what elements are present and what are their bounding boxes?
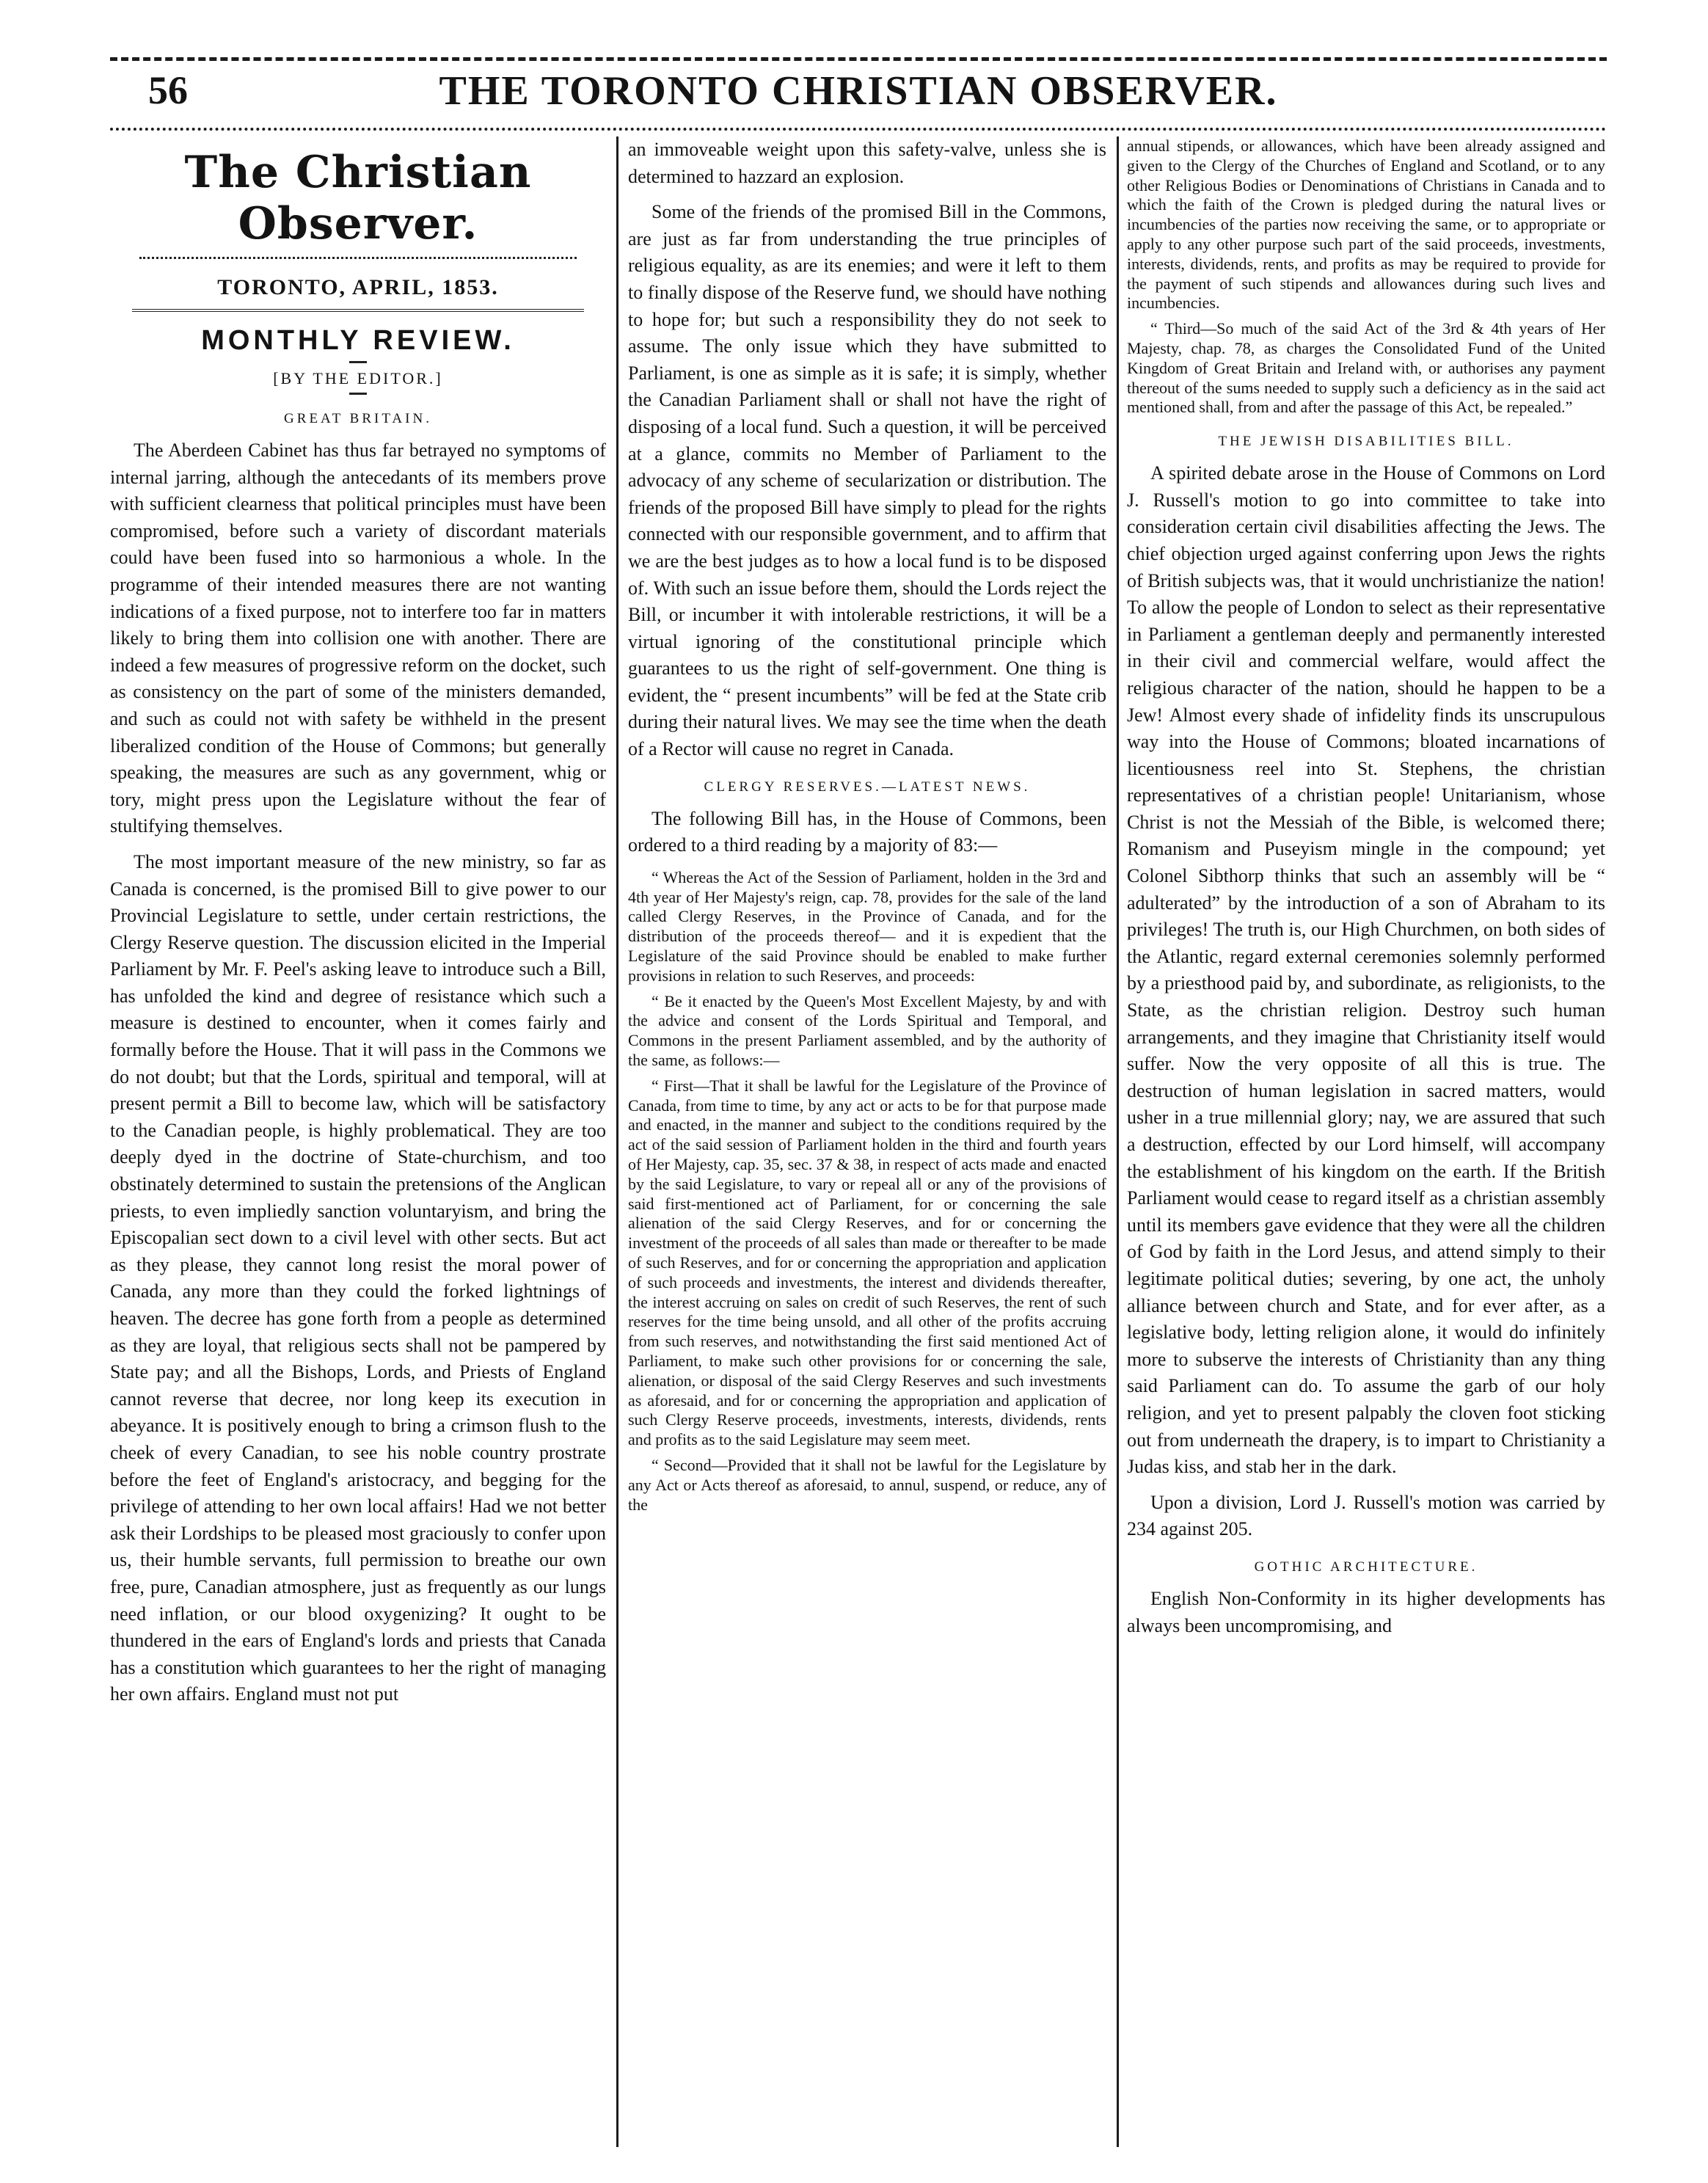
paragraph: The following Bill has, in the House of Commons, been ordered to a third reading by a majority of 83:—	[628, 807, 1106, 856]
subhead-clergy-reserves: CLERGY RESERVES.—LATEST NEWS.	[704, 779, 1031, 795]
top-rule	[110, 57, 1607, 61]
bill-clause: “ First—That it shall be lawful for the Legislature of the Province of Canada, from time to time, by any act or acts to be for that purpose made and enacted, in the manner and subject to the conditions required by the act of the said session of Parliament holden in the third and fourth years of Her Majesty, cap. 35, sec. 37 & 38, in respect of acts made and enacted by the said Legislature, to vary or repeal all or any of the provisions of said first-mentioned act of Parliament, for or concerning the sale alienation of the said Clergy Reserves, and for or concerning the investment of the proceeds of all sales than made or thereafter to be made of such Reserves, and for or concerning the appropriation and application of such proceeds and investments, the interest and dividends thereafter, the interest accruing on sales on credit of such Reserves, the rent of such reserves for the time being unsold, and all other of the profits accruing from such reserves, and notwithstanding the first said mentioned Act of Parliament, to make such other provisions for or concerning the sale, alienation, or disposal of the said Clergy Reserves and such investments as aforesaid, and for or concerning the appropriation and application of such Clergy Reserve proceeds, investments, interests, dividends, rents and profits as to the said Legislature may seem meet.	[628, 1076, 1106, 1449]
paragraph: The Aberdeen Cabinet has thus far betrayed no symptoms of internal jarring, although the antecedants of its members prove with sufficient clearness that political principles must have been compromised, before such a variety of discordant materials could have been fused into so harmonious a whole. In the programme of their intended measures there are not wanting indications of a fixed purpose, not to interfere too far in matters likely to bring them into collision one with another. There are indeed a few measures of progressive reform on the docket, such as consistency on the part of some of the ministers demanded, and such as could not with safety be withheld in the present liberalized condition of the House of Commons; but generally speaking, the measures are such as any government, whig or tory, might press upon the Legislature without the fear of stultifying themselves.	[110, 440, 606, 837]
column-3	[1127, 136, 1605, 2147]
masthead: The Christian Observer.	[184, 147, 532, 249]
page-number: 56	[148, 68, 188, 112]
bill-clause: annual stipends, or allowances, which have been already assigned and given to the Clergy of the Churches of England and Scotland, or to any other Religious Bodies or Denominations of Christians in Canada and to which the faith of the Crown is pledged during the natural lives or incumbencies of the parties now receiving the same, or to appropriate or apply to any other purpose such part of the said proceeds, investments, interests, dividends, rents, and profits as may be required to provide for the payment of such stipends and allowances during such lives and incumbencies.	[1127, 136, 1605, 313]
bill-clause: “ Whereas the Act of the Session of Parliament, holden in the 3rd and 4th year of Her Majesty's reign, cap. 78, provides for the sale of the land called Clergy Reserves, in the Province of Canada, and for the distribution of the proceeds thereof— and it is expedient that the Legislature of the said Province should be enabled to make further provisions in relation to such Reserves, and proceeds:	[628, 867, 1106, 985]
subhead-great-britain: GREAT BRITAIN.	[284, 411, 432, 426]
paragraph: Some of the friends of the promised Bill in the Commons, are just as far from understanding the true principles of religious equality, as are its enemies; and were it left to them to finally dispose of the Reserve fund, we should have nothing to hope for; but such a responsibility they do not seek to assume. The only issue which they have submitted to Parliament, is one as simple as it is safe; it is simply, whether the Canadian Parliament shall or shall not have the right of disposing of a local fund. Such a question, it will be perceived at a glance, commits no Member of Parliament to the advocacy of any scheme of secularization or distribution. The friends of the proposed Bill have simply to plead for the rights connected with our responsible government, and to affirm that we are the best judges as to how a local fund is to be disposed of. With such an issue before them, should the Lords reject the Bill, or incumber it with intolerable restrictions, it will be a virtual ignoring of the constitutional principle which guarantees to us the right of self-government. One thing is evident, the “ present incumbents” will be fed at the State crib during their natural lives. We may see the time when the death of a Rector will cause no regret in Canada.	[628, 201, 1106, 760]
subhead-gothic-architecture: GOTHIC ARCHITECTURE.	[1254, 1559, 1478, 1575]
paragraph: an immoveable weight upon this safety-valve, unless she is determined to hazzard an explosion.	[628, 139, 1106, 187]
header-rule	[110, 128, 1607, 131]
journal-title: THE TORONTO CHRISTIAN OBSERVER.	[439, 68, 1278, 114]
subhead-jewish-disabilities: THE JEWISH DISABILITIES BILL.	[1218, 434, 1514, 450]
divider	[349, 361, 367, 363]
divider	[139, 257, 577, 259]
section-title: MONTHLY REVIEW.	[201, 325, 515, 356]
column-2	[628, 136, 1106, 2147]
divider	[349, 393, 367, 395]
column-divider	[1117, 136, 1119, 2147]
bill-clause: “ Be it enacted by the Queen's Most Excellent Majesty, by and with the advice and consent of the Lords Spiritual and Temporal, and Commons in the present Parliament assembled, and by the authority of the same, as follows:—	[628, 991, 1106, 1070]
column-divider	[616, 136, 618, 2147]
column-1	[110, 136, 606, 2147]
paragraph: English Non-Conformity in its higher developments has always been uncompromising, and	[1127, 1587, 1605, 1636]
paragraph: Upon a division, Lord J. Russell's motion was carried by 234 against 205.	[1127, 1491, 1605, 1540]
paragraph: The most important measure of the new ministry, so far as Canada is concerned, is the promised Bill to give power to our Provincial Legislature to settle, under certain restrictions, the Clergy Reserve question. The discussion elicited in the Imperial Parliament by Mr. F. Peel's asking leave to introduce such a Bill, has unfolded the kind and degree of resistance which such a measure is destined to encounter, when it comes fairly and formally before the House. That it will pass in the Commons we do not doubt; but that the Lords, spiritual and temporal, will at present permit a Bill to become law, which will be satisfactory to the Canadian people, is highly problematical. They are too deeply dyed in the doctrine of State-churchism, and too obstinately determined to sustain the pretensions of the Anglican priests, to even impliedly sanction voluntaryism, and bring the Episcopalian sect down to a civil level with other sects. But act as they please, they cannot long resist the moral power of Canada, any more than they could the forked lightnings of heaven. The decree has gone forth from a people as determined as they are loyal, that religious sects shall not be pampered by State pay; and all the Bishops, Lords, and Priests of England cannot reverse that decree, nor long keep its execution in abeyance. It is positively enough to bring a crimson flush to the cheek of every Canadian, to see his noble country prostrate before the feet of England's aristocracy, and begging for the privilege of attending to her own local affairs! Had we not better ask their Lordships to be pleased most graciously to confer upon us, their humble servants, full permission to breathe our own free, pure, Canadian atmosphere, just as frequently as our lungs need inflation, or our blood oxygenizing? It ought to be thundered in the ears of England's lords and priests that Canada has a constitution which guarantees to her the right of managing her own affairs. England must not put	[110, 850, 606, 1705]
byline: [BY THE EDITOR.]	[273, 369, 443, 387]
paragraph: A spirited debate arose in the House of Commons on Lord J. Russell's motion to go into committee to take into consideration certain civil disabilities affecting the Jews. The chief objection urged against conferring upon Jews the rights of British subjects was, that it would unchristianize the nation! To allow the people of London to select as their representative in Parliament a gentleman deeply and permanently interested in their civil and commercial welfare, would affect the religious character of the nation, should he happen to be a Jew! Almost every shade of infidelity finds its unscrupulous way into the House of Commons; bloated incarnations of licentiousness reel into St. Stephens, the christian representatives of a christian people! Unitarianism, whose Christ is not the Messiah of the Bible, is welcomed there; Romanism and Puseyism mingle in the compound; yet Colonel Sibthorp thinks that such an assembly will be “ adulterated” by the introduction of a son of Abraham to its privileges! The truth is, our High Churchmen, on both sides of the Atlantic, regard external ceremonies solemnly performed by a priesthood paid by, and subordinate, as religionists, to the State, as the christian religion. Destroy such human arrangements, and they imagine that Christianity itself would suffer. Now the very opposite of all this is true. The destruction of human legislation in sacred matters, would usher in a true millennial glory; nay, we are assured that such a destruction, effected by our Lord himself, will accompany the establishment of his kingdom on the earth. If the British Parliament would cease to regard itself as a christian assembly until its members gave evidence that they were all the children of God by faith in the Lord Jesus, and attend simply to their legitimate political duties; severing, by one act, the unholy alliance between church and State, and for ever after, as a legislative body, letting religion alone, it would do infinitely more to subserve the interests of Christianity than any thing said Parliament can do. To assume the garb of our holy religion, and yet to present palpably the cloven foot sticking out from underneath the drapery, is to impart to Christianity a Judas kiss, and stab her in the dark.	[1127, 462, 1605, 1478]
running-header	[110, 68, 1607, 126]
divider	[132, 309, 584, 312]
bill-clause: “ Second—Provided that it shall not be lawful for the Legislature by any Act or Acts thereof as aforesaid, to annul, suspend, or reduce, any of the	[628, 1455, 1106, 1514]
bill-clause: “ Third—So much of the said Act of the 3rd & 4th years of Her Majesty, chap. 78, as charges the Consolidated Fund of the United Kingdom of Great Britain and Ireland with, or authorises any payment thereout of the sums needed to supply such a deficiency as in the said act mentioned shall, from and after the passage of this Act, be repealed.”	[1127, 319, 1605, 417]
dateline: TORONTO, APRIL, 1853.	[217, 275, 499, 299]
